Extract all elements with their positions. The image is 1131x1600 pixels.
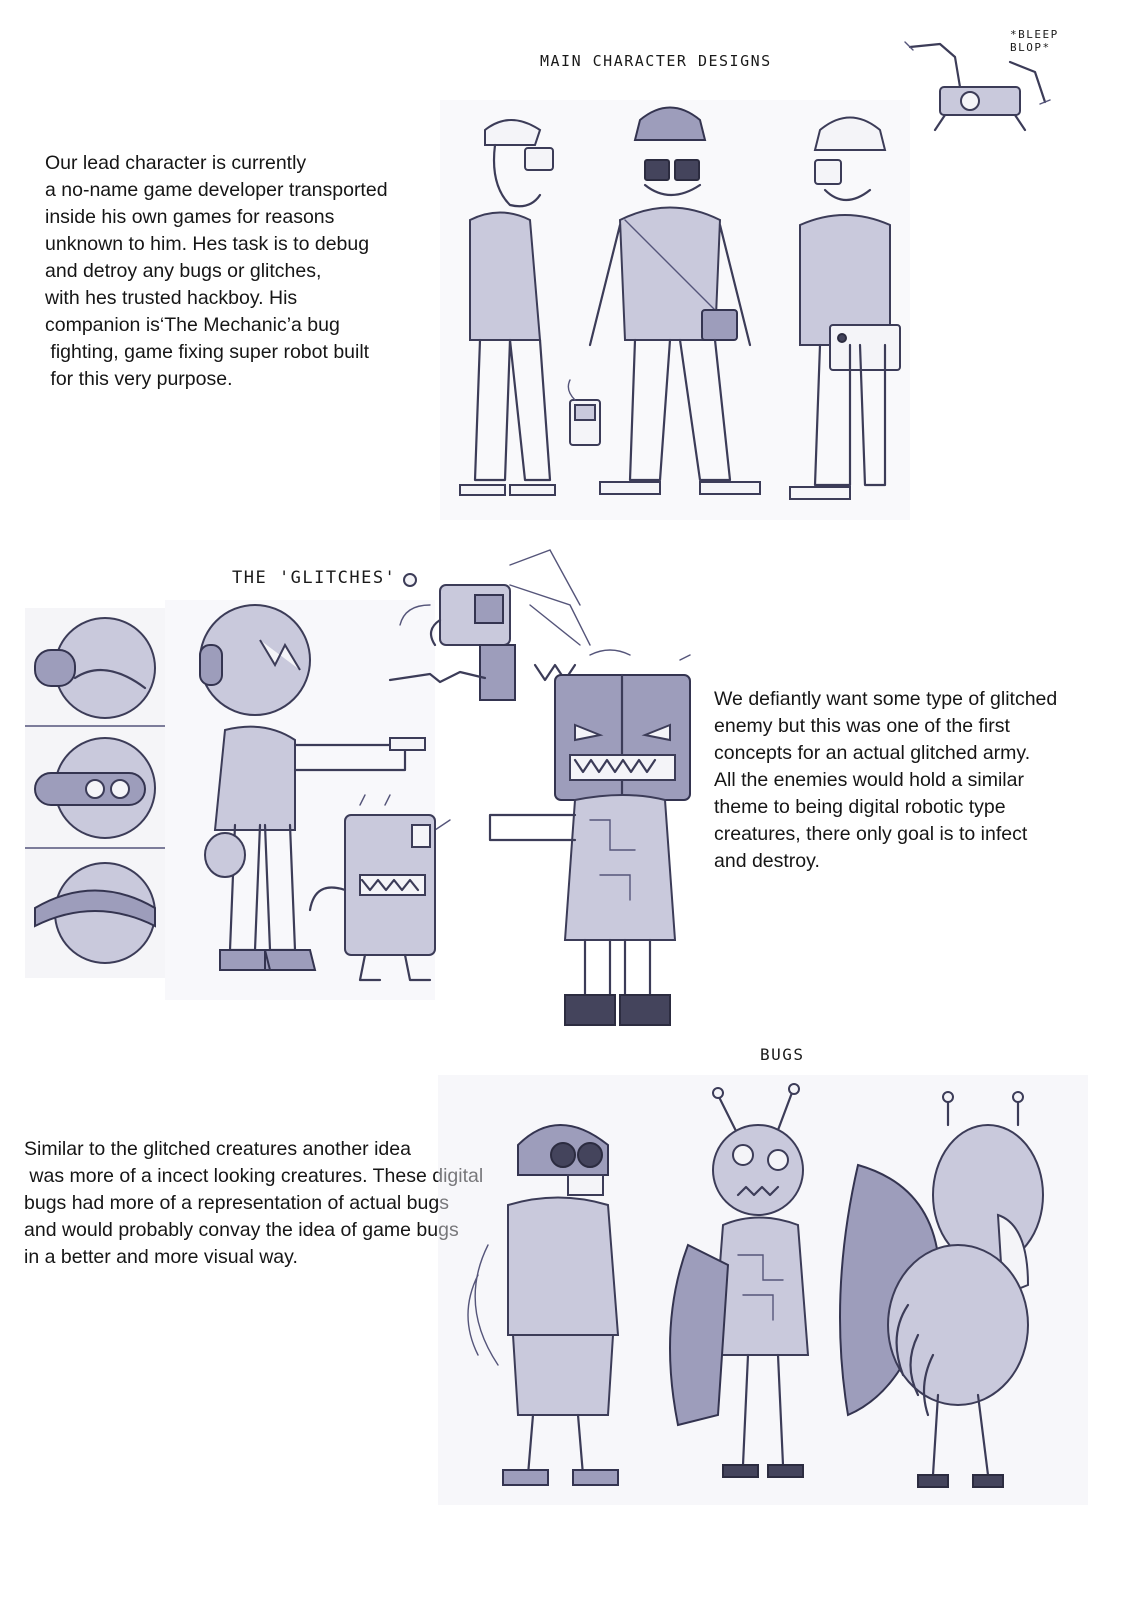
text-line: and destroy. — [714, 850, 820, 872]
text-line: companion is‘The Mechanic’a bug — [45, 314, 340, 336]
text-line: in a better and more visual way. — [24, 1246, 298, 1268]
text-line: We defiantly want some type of glitched — [714, 688, 1058, 710]
text-line: All the enemies would hold a similar — [714, 769, 1024, 791]
box-robot-glitch-icon — [480, 645, 720, 1035]
bugs-sketch — [438, 1075, 1088, 1505]
bugs-heading: BUGS — [760, 1045, 805, 1064]
text-line: Our lead character is currently — [45, 152, 307, 174]
glitched-enemy-paragraph — [714, 686, 1057, 875]
text-line: fighting, game fixing super robot built — [45, 341, 370, 363]
text-line: and would probably convay the idea of game bugs — [24, 1219, 459, 1241]
glitches-heading: THE 'GLITCHES' — [232, 568, 397, 588]
small-glitch-icon — [300, 790, 460, 990]
helmet-studies-icon — [25, 608, 165, 978]
text-line: was more of a incect looking creatures. These digital — [24, 1165, 484, 1187]
main-character-heading: MAIN CHARACTER DESIGNS — [540, 52, 772, 70]
text-line: unknown to him. Hes task is to debug — [45, 233, 370, 255]
text-line: inside his own games for reasons — [45, 206, 335, 228]
text-line: concepts for an actual glitched army. — [714, 742, 1031, 764]
text-line: a no-name game developer transported — [45, 179, 388, 201]
mechanic-robot-icon — [900, 32, 1070, 132]
text-line: bugs had more of a representation of actual bugs — [24, 1192, 449, 1214]
text-line: and detroy any bugs or glitches, — [45, 260, 322, 282]
text-line: theme to being digital robotic type — [714, 796, 1006, 818]
main-characters-sketch — [440, 100, 910, 520]
bugs-paragraph — [24, 1136, 483, 1271]
robot-sound-label: *BLEEP BLOP* — [1010, 28, 1059, 54]
text-line: with hes trusted hackboy. His — [45, 287, 298, 309]
text-line: enemy but this was one of the first — [714, 715, 1010, 737]
text-line: Similar to the glitched creatures another idea — [24, 1138, 411, 1160]
text-line: creatures, there only goal is to infect — [714, 823, 1028, 845]
text-line: for this very purpose. — [45, 368, 233, 390]
lead-character-paragraph — [45, 150, 388, 393]
